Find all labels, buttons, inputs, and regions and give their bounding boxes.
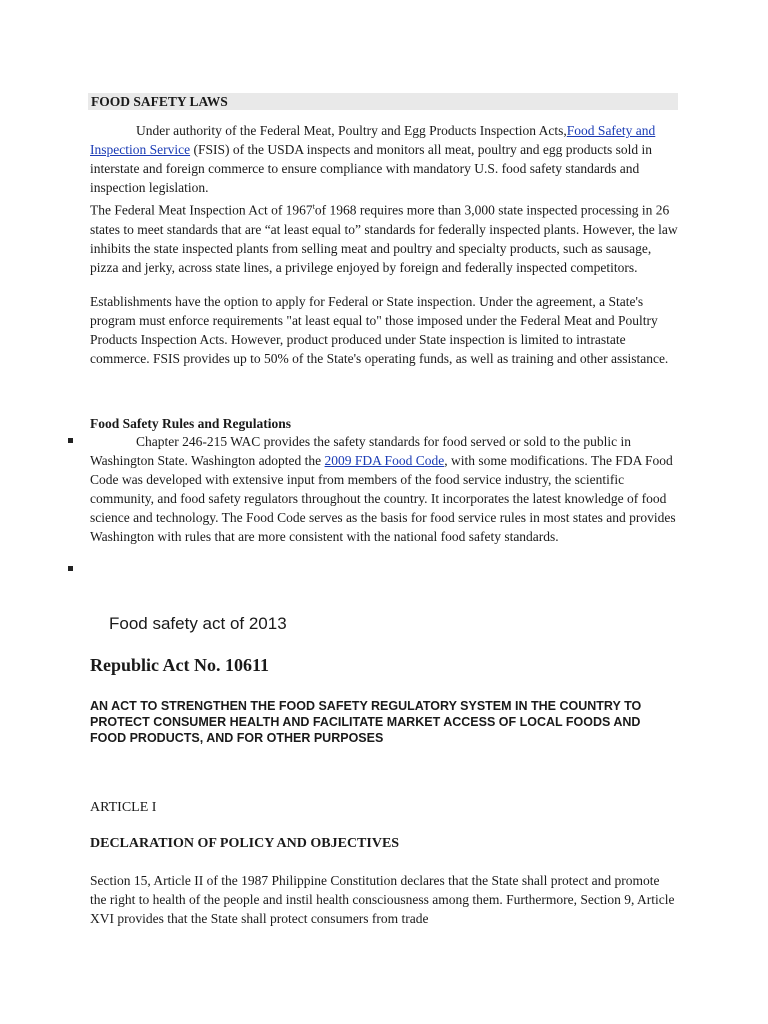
paragraph-constitution: Section 15, Article II of the 1987 Philippine Constitution declares that the State shall protect and promote the right to health of the people and instil health consciousness among them. Furthermore, Section 9, Article XVI provides that the State shall protect consumers from trade [90, 873, 675, 926]
paragraph-fsis [90, 121, 678, 197]
wac-text: Chapter 246-215 WAC provides the safety standards for food served or sold to the public in Washington State. Washington adopted the [90, 434, 632, 468]
p2-text-after: of 1968 requires more than 3,000 state inspected processing in 26 states to meet standards that are “at least equal to” standards for federally inspected plants. However, the law inhibits the state inspected plants from selling meat and poultry and specialty products, such as sausage, pizza and jerky, across state lines, a privilege enjoyed by foreign and federally inspected competitors. [90, 202, 678, 275]
article-label: ARTICLE I [90, 800, 157, 815]
act-title: AN ACT TO STRENGTHEN THE FOOD SAFETY REGULATORY SYSTEM IN THE COUNTRY TO PROTECT CONSUMER HEALTH AND FACILITATE MARKET ACCESS OF LOCAL FOODS AND FOOD PRODUCTS, AND FOR OTHER PURPOSES [90, 699, 642, 745]
fda-food-code-link[interactable]: 2009 FDA Food Code [324, 453, 445, 468]
wac-text-after: , with some modifications. The FDA Food Code was developed with extensive input from members of the food service industry, the scientific community, and food safety regulators throughout the country. It incorporates the latest knowledge of food science and technology. The Food Code serves as the basis for food service rules in most states and provides Washington with rules that are more consistent with the national food safety standards. [90, 453, 676, 544]
section-heading-rules: Food Safety Rules and Regulations [90, 416, 292, 431]
bullet-icon [68, 438, 73, 443]
section-heading-food-safety-laws: FOOD SAFETY LAWS [88, 93, 678, 110]
paragraph-meat-inspection [90, 197, 678, 277]
footnote-marker: t [312, 202, 315, 211]
paragraph-wac [90, 432, 678, 546]
fsis-link[interactable]: Food Safety and Inspection Service [90, 123, 656, 157]
act-heading: Food safety act of 2013 [109, 614, 287, 633]
p2-text: The Federal Meat Inspection Act of 1967 [90, 202, 313, 218]
paragraph-establishments: Establishments have the option to apply for Federal or State inspection. Under the agreement, a State's program must enforce requirements "at least equal to" those imposed under the Federal Meat and Poultry Products Inspection Acts. However, product produced under State inspection is limited to intrastate commerce. FSIS provides up to 50% of the State's operating funds, as well as training and other assistance. [90, 294, 669, 366]
p1-text-after: (FSIS) of the USDA inspects and monitors all meat, poultry and egg products sold in interstate and foreign commerce to ensure compliance with mandatory U.S. food safety standards and inspection legislation. [90, 142, 653, 195]
p1-text: Under authority of the Federal Meat, Poultry and Egg Products Inspection Acts, [136, 123, 567, 138]
republic-act-number: Republic Act No. 10611 [90, 655, 270, 675]
declaration-heading: DECLARATION OF POLICY AND OBJECTIVES [90, 836, 400, 851]
bullet-icon [68, 566, 73, 571]
